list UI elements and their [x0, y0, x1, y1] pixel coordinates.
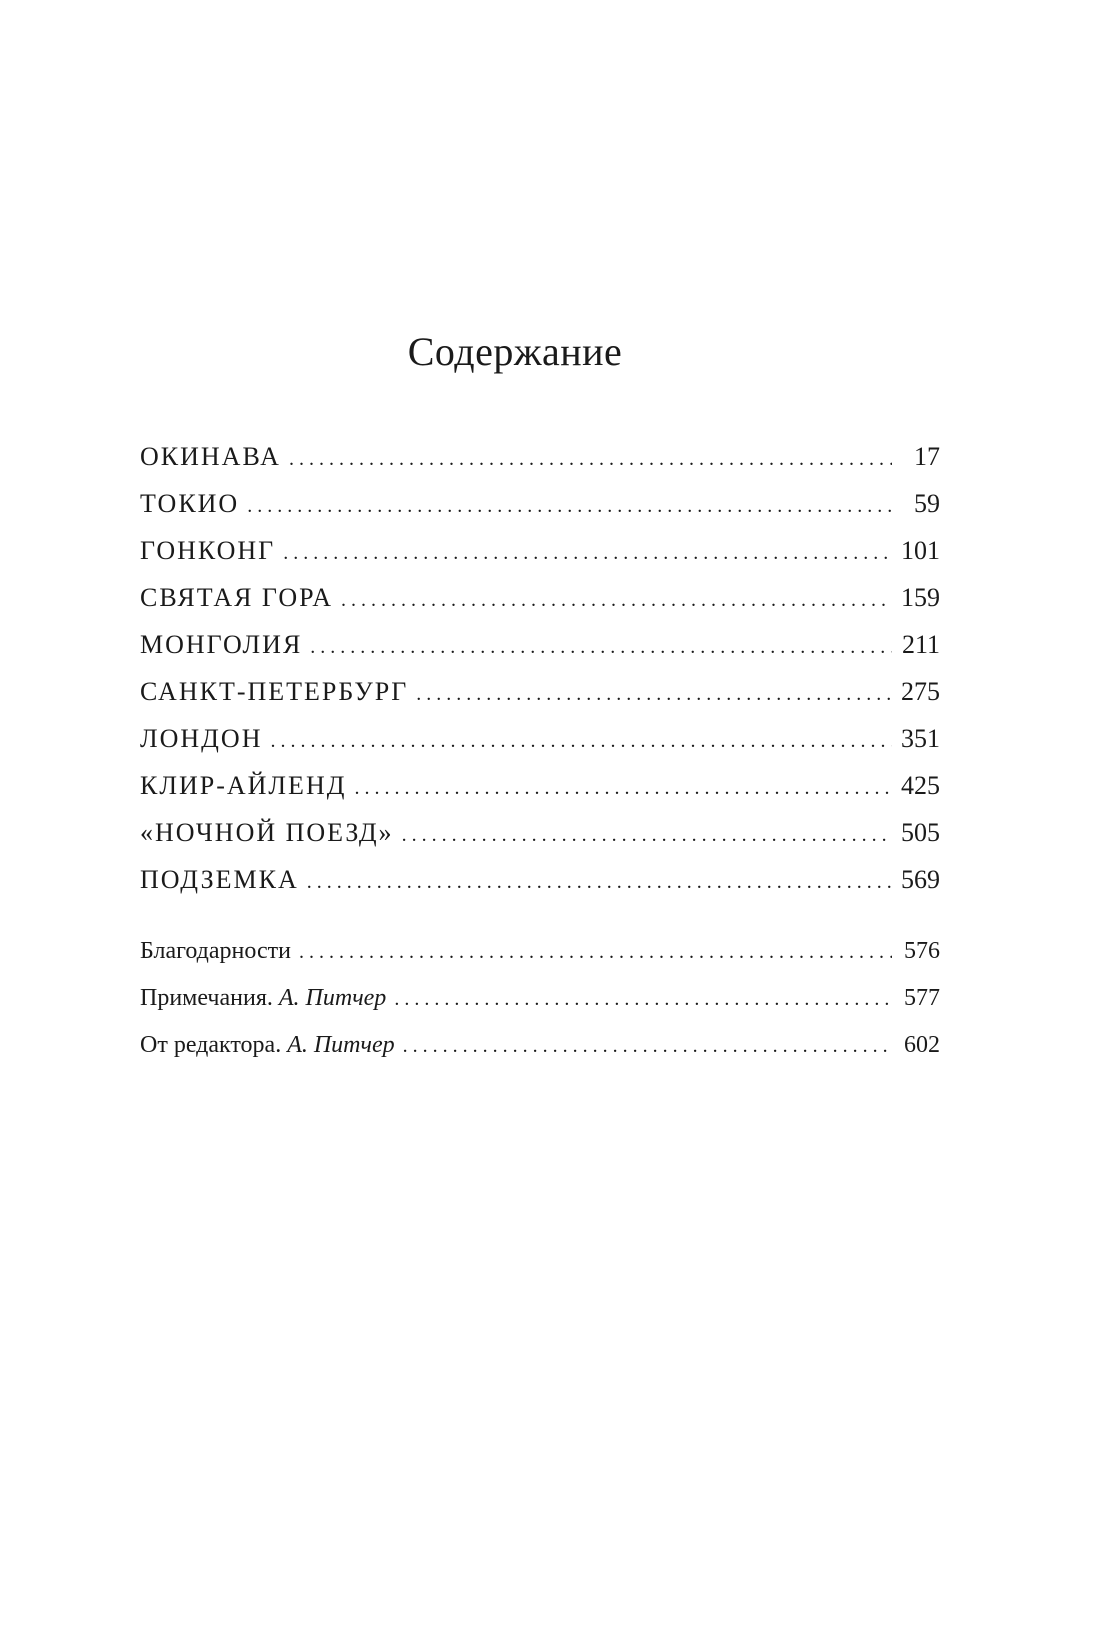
dot-leader — [289, 448, 892, 471]
toc-entry-holy-mountain[interactable] — [140, 583, 940, 630]
toc-entry-label: ЛОНДОН — [140, 724, 263, 753]
dot-leader — [299, 941, 892, 964]
toc-entry-label: ПОДЗЕМКА — [140, 865, 299, 894]
toc-entry-notes[interactable] — [140, 985, 940, 1032]
toc-entry-petersburg[interactable] — [140, 677, 940, 724]
toc-entry-page: 275 — [901, 677, 940, 706]
toc-entry-page: 577 — [904, 985, 940, 1011]
toc-entry-page: 505 — [901, 818, 940, 847]
toc-entry-page: 17 — [914, 442, 940, 471]
toc-entry-label: Примечания. А. Питчер — [140, 985, 387, 1011]
toc-entry-label: КЛИР-АЙЛЕНД — [140, 771, 347, 800]
toc-back-matter-list — [140, 938, 940, 1079]
toc-entry-label: Благодарности — [140, 938, 291, 964]
toc-entry-page: 569 — [901, 865, 940, 894]
toc-entry-clear-island[interactable] — [140, 771, 940, 818]
dot-leader — [416, 683, 892, 706]
toc-entry-page: 59 — [914, 489, 940, 518]
toc-entry-acknowledgements[interactable] — [140, 938, 940, 985]
toc-entry-night-train[interactable] — [140, 818, 940, 865]
toc-entry-label: ОКИНАВА — [140, 442, 281, 471]
dot-leader — [403, 1035, 892, 1058]
page-title: Содержание — [407, 329, 623, 374]
toc-entry-hongkong[interactable] — [140, 536, 940, 583]
dot-leader — [247, 495, 892, 518]
toc-entry-page: 425 — [901, 771, 940, 800]
toc-entry-label: От редактора. А. Питчер — [140, 1032, 395, 1058]
dot-leader — [310, 636, 892, 659]
toc-entry-underground[interactable] — [140, 865, 940, 912]
toc-entry-london[interactable] — [140, 724, 940, 771]
toc-entry-label: ГОНКОНГ — [140, 536, 276, 565]
toc-entry-label: «НОЧНОЙ ПОЕЗД» — [140, 818, 394, 847]
toc-entry-label: САНКТ-ПЕТЕРБУРГ — [140, 677, 409, 706]
toc-entry-page: 576 — [904, 938, 940, 964]
dot-leader — [341, 589, 892, 612]
toc-entry-tokyo[interactable] — [140, 489, 940, 536]
toc-entry-label: СВЯТАЯ ГОРА — [140, 583, 334, 612]
dot-leader — [394, 988, 892, 1011]
toc-entry-page: 159 — [901, 583, 940, 612]
toc-main-list — [140, 442, 940, 912]
toc-entry-page: 101 — [901, 536, 940, 565]
toc-entry-author: А. Питчер — [287, 1032, 395, 1058]
toc-entry-author: А. Питчер — [278, 985, 387, 1011]
toc-entry-editor-note[interactable] — [140, 1032, 940, 1079]
dot-leader — [307, 871, 892, 894]
toc-entry-mongolia[interactable] — [140, 630, 940, 677]
toc-entry-label: МОНГОЛИЯ — [140, 630, 303, 659]
dot-leader — [283, 542, 892, 565]
toc-entry-page: 602 — [904, 1032, 940, 1058]
toc-entry-okinawa[interactable] — [140, 442, 940, 489]
dot-leader — [354, 777, 892, 800]
dot-leader — [402, 824, 892, 847]
toc-entry-page: 211 — [901, 630, 940, 659]
dot-leader — [270, 730, 892, 753]
toc-entry-label: ТОКИО — [140, 489, 240, 518]
toc-entry-page: 351 — [901, 724, 940, 753]
